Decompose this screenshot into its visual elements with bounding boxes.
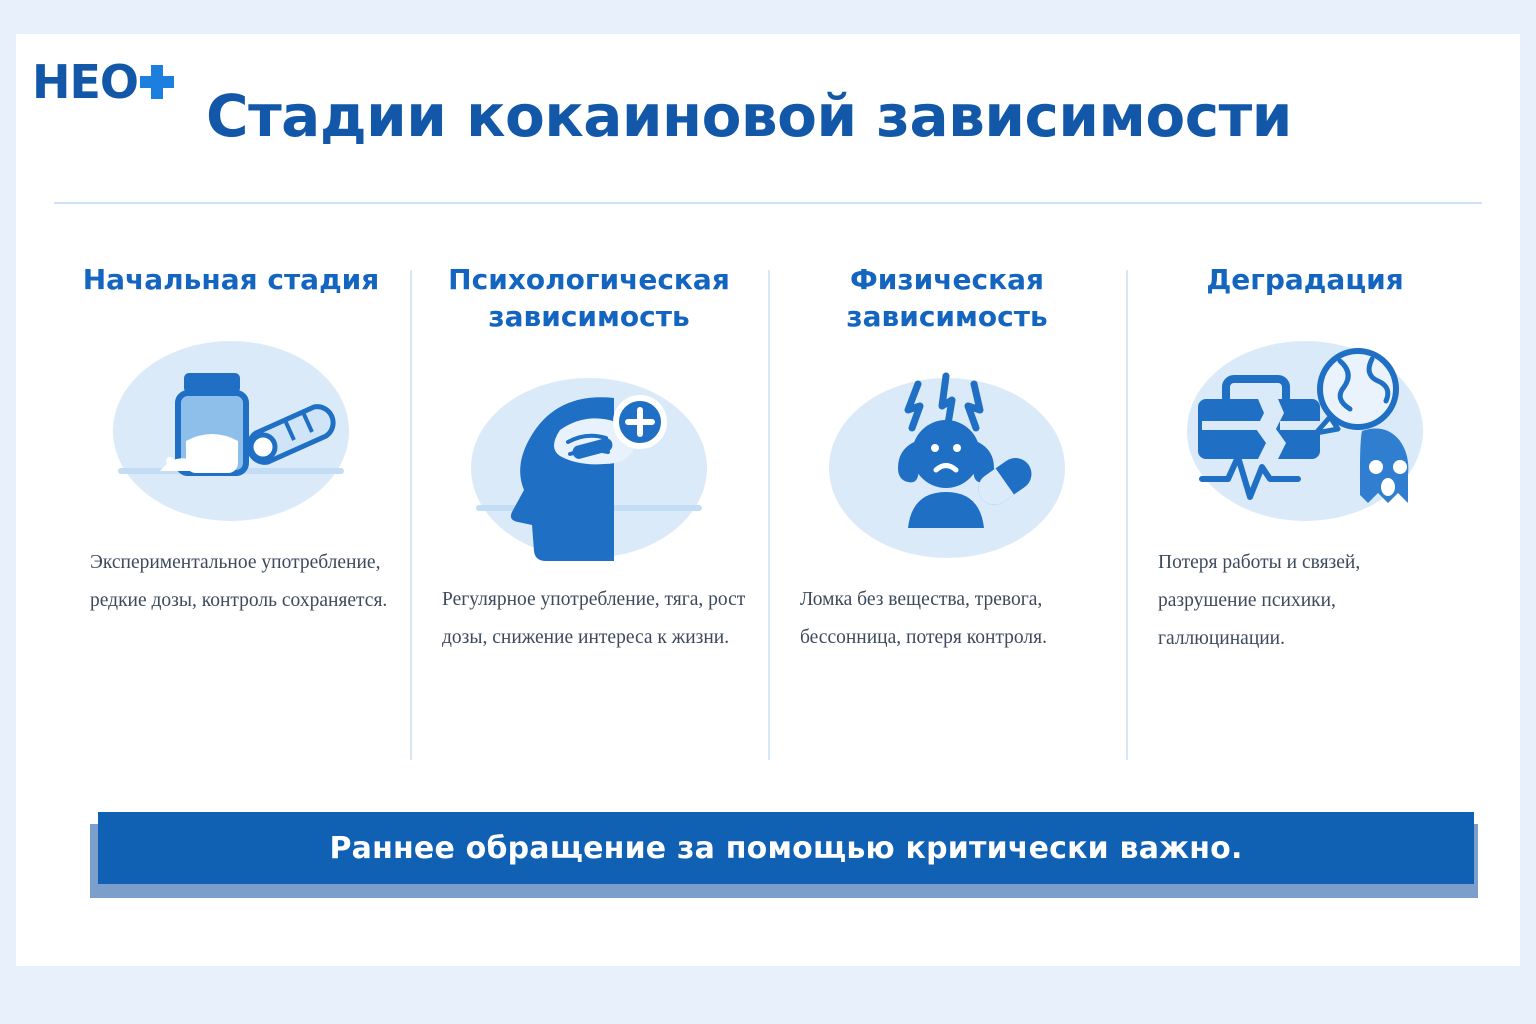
stage-card-4 — [1126, 242, 1484, 762]
person-headache-withdrawal-icon — [822, 358, 1072, 573]
head-brain-craving-icon — [464, 358, 714, 573]
broken-briefcase-broken-mind-icon — [1180, 321, 1430, 536]
right-edge-strip — [1520, 0, 1536, 1024]
bottom-edge-strip — [0, 966, 1536, 1024]
stage-card-1 — [52, 242, 410, 762]
stage-title: Физическая зависимость — [846, 263, 1048, 333]
stage-title: Начальная стадия — [82, 263, 380, 296]
brand-logo — [32, 56, 174, 108]
page-title: Стадии кокаиновой зависимости — [206, 82, 1292, 150]
pill-bottle-and-powder-icon — [106, 321, 356, 536]
stage-description: Регулярное употребление, тяга, рост дозы, снижение интереса к жизни. — [442, 588, 746, 648]
stage-description: Потеря работы и связей, разрушение психики, галлюцинации. — [1158, 551, 1361, 649]
brand-logo-text: HEO — [32, 55, 139, 109]
plus-icon — [140, 65, 174, 99]
banner-text: Раннее обращение за помощью критически важно. — [329, 830, 1243, 866]
call-to-action-banner — [98, 812, 1474, 884]
title-divider — [54, 202, 1482, 204]
stage-card-2 — [410, 242, 768, 762]
stage-description: Ломка без вещества, тревога, бессонница, потеря контроля. — [800, 588, 1047, 648]
stage-description: Экспериментальное употребление, редкие дозы, контроль сохраняется. — [90, 551, 388, 611]
stage-title: Деградация — [1206, 263, 1404, 296]
stage-card-3 — [768, 242, 1126, 762]
stages-row — [52, 242, 1484, 762]
poster-content — [16, 34, 1520, 966]
top-edge-strip — [0, 0, 1536, 34]
stage-title: Психологическая зависимость — [448, 263, 730, 333]
left-edge-strip — [0, 0, 16, 1024]
